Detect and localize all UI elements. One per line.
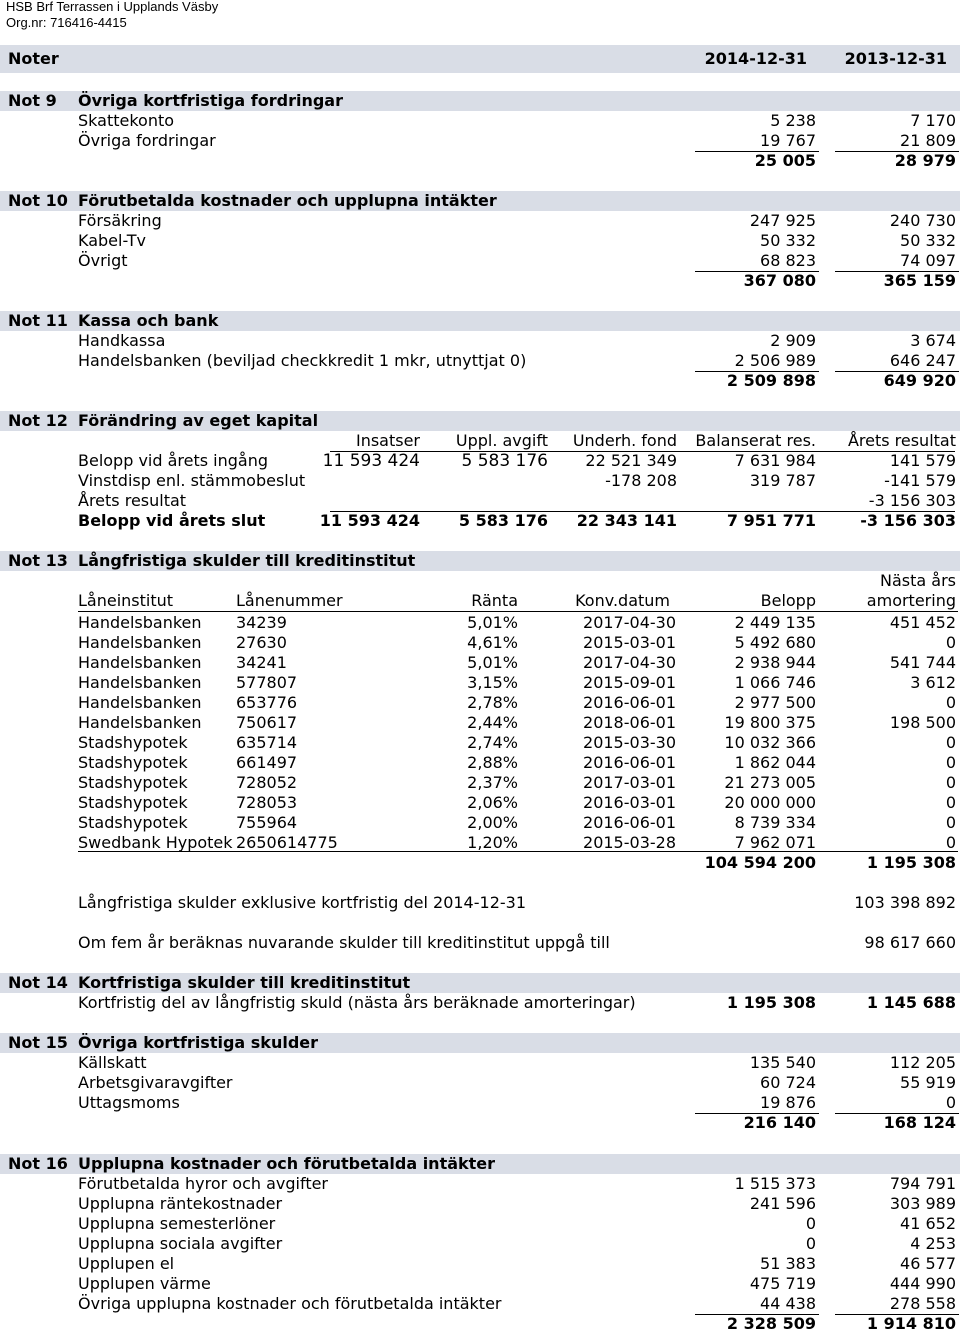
- loan-conversion-date: 2016-06-01: [583, 753, 676, 772]
- loan-rate: 4,61%: [467, 633, 518, 652]
- table-cell: -178 208: [605, 471, 677, 490]
- table-cell-2014: 5 238: [770, 111, 816, 130]
- loan-rate: 5,01%: [467, 653, 518, 672]
- loan-lender: Stadshypotek: [78, 793, 188, 812]
- note-14-title: Kortfristiga skulder till kreditinstitut: [78, 973, 411, 992]
- loan-amortization: 0: [945, 793, 956, 812]
- table-cell-2014: 241 596: [749, 1194, 816, 1213]
- loan-amount: 5 492 680: [734, 633, 816, 652]
- table-cell: 7 951 771: [726, 511, 816, 530]
- loan-lender: Stadshypotek: [78, 773, 188, 792]
- loan-lender: Stadshypotek: [78, 813, 188, 832]
- loan-number: 34239: [236, 613, 287, 632]
- loan-number: 577807: [236, 673, 298, 692]
- loan-lender: Handelsbanken: [78, 693, 202, 712]
- loan-amortization: 0: [945, 753, 956, 772]
- table-cell: 11 593 424: [319, 511, 420, 530]
- loan-rate: 3,15%: [467, 673, 518, 692]
- table-row-label: Skattekonto: [78, 111, 175, 130]
- loan-conversion-date: 2017-04-30: [583, 613, 676, 632]
- total-amortization: 1 195 308: [866, 853, 956, 872]
- loan-lender: Handelsbanken: [78, 613, 202, 632]
- column-year-2013: 2013-12-31: [844, 49, 947, 68]
- note-16-label: Not 16: [8, 1154, 68, 1173]
- total-2014: 216 140: [743, 1113, 816, 1132]
- total-2013: 365 159: [883, 271, 956, 290]
- table-cell-2014: 50 332: [760, 231, 816, 250]
- table-row-label: Upplupen värme: [78, 1274, 211, 1293]
- loan-rate: 2,78%: [467, 693, 518, 712]
- loan-rate: 2,00%: [467, 813, 518, 832]
- note-9-label: Not 9: [8, 91, 57, 110]
- note-15-label: Not 15: [8, 1033, 68, 1052]
- loan-rate: 2,06%: [467, 793, 518, 812]
- note-12-title: Förändring av eget kapital: [78, 411, 319, 430]
- table-cell: -3 156 303: [860, 511, 956, 530]
- loan-amount: 2 449 135: [734, 613, 816, 632]
- total-2013: 1 914 810: [866, 1314, 956, 1333]
- loan-conversion-date: 2016-06-01: [583, 693, 676, 712]
- loan-rate: 2,37%: [467, 773, 518, 792]
- excl-short-term-value: 103 398 892: [854, 893, 956, 912]
- loan-lender: Handelsbanken: [78, 633, 202, 652]
- table-cell-2014: 19 767: [760, 131, 816, 150]
- note-11-title: Kassa och bank: [78, 311, 219, 330]
- table-row-label: Förutbetalda hyror och avgifter: [78, 1174, 329, 1193]
- loan-amortization: 0: [945, 813, 956, 832]
- table-cell: 22 521 349: [585, 451, 677, 470]
- total-2013: 168 124: [883, 1113, 956, 1132]
- column-header-amount: Belopp: [760, 591, 816, 610]
- loan-conversion-date: 2015-03-28: [583, 833, 676, 852]
- column-header-lender: Låneinstitut: [78, 591, 174, 610]
- table-cell-2014: 51 383: [760, 1254, 816, 1273]
- loan-number: 661497: [236, 753, 298, 772]
- table-cell-2013: 0: [945, 1093, 956, 1112]
- table-cell-2013: 240 730: [889, 211, 956, 230]
- note-15-title: Övriga kortfristiga skulder: [78, 1033, 319, 1052]
- loan-amortization: 0: [945, 733, 956, 752]
- note-13-label: Not 13: [8, 551, 68, 570]
- table-cell-2013: 303 989: [889, 1194, 956, 1213]
- loan-amortization: 541 744: [889, 653, 956, 672]
- table-row-label: Vinstdisp enl. stämmobeslut: [78, 471, 306, 490]
- total-2014: 25 005: [754, 151, 816, 170]
- table-cell: 22 343 141: [576, 511, 677, 530]
- column-header-loan-number: Lånenummer: [236, 591, 343, 610]
- table-cell-2013: 1 145 688: [866, 993, 956, 1012]
- loan-number: 653776: [236, 693, 298, 712]
- sum-line: [78, 851, 958, 852]
- table-cell-2014: 475 719: [749, 1274, 816, 1293]
- loan-lender: Handelsbanken: [78, 673, 202, 692]
- loan-rate: 2,44%: [467, 713, 518, 732]
- column-year-2014: 2014-12-31: [704, 49, 807, 68]
- table-row-label: Handelsbanken (beviljad checkkredit 1 mkr, utnyttjat 0): [78, 351, 527, 370]
- loan-number: 27630: [236, 633, 287, 652]
- table-cell-2013: 278 558: [889, 1294, 956, 1313]
- table-cell-2013: 74 097: [900, 251, 956, 270]
- loan-conversion-date: 2017-04-30: [583, 653, 676, 672]
- table-row-label: Försäkring: [78, 211, 162, 230]
- column-header: Uppl. avgift: [455, 431, 548, 450]
- table-cell: -3 156 303: [868, 491, 956, 510]
- table-cell-2014: 68 823: [760, 251, 816, 270]
- total-2013: 649 920: [883, 371, 956, 390]
- loan-lender: Stadshypotek: [78, 753, 188, 772]
- table-cell: 11 593 424: [322, 451, 420, 471]
- table-row-label: Kortfristig del av långfristig skuld (nästa års beräknade amorteringar): [78, 993, 636, 1012]
- note-16-title: Upplupna kostnader och förutbetalda intäkter: [78, 1154, 496, 1173]
- loan-amount: 2 977 500: [734, 693, 816, 712]
- table-cell-2013: 41 652: [900, 1214, 956, 1233]
- table-cell-2013: 646 247: [889, 351, 956, 370]
- loan-conversion-date: 2018-06-01: [583, 713, 676, 732]
- table-row-label: Belopp vid årets ingång: [78, 451, 269, 470]
- table-cell-2014: 2 909: [770, 331, 816, 350]
- loan-rate: 1,20%: [467, 833, 518, 852]
- loan-amortization: 0: [945, 833, 956, 852]
- loan-amortization: 451 452: [889, 613, 956, 632]
- table-cell-2014: 135 540: [749, 1053, 816, 1072]
- loan-amortization: 3 612: [910, 673, 956, 692]
- table-cell: 319 787: [749, 471, 816, 490]
- loan-lender: Stadshypotek: [78, 733, 188, 752]
- column-header-conversion-date: Konv.datum: [575, 591, 670, 610]
- loan-rate: 2,74%: [467, 733, 518, 752]
- note-14-label: Not 14: [8, 973, 68, 992]
- table-cell-2013: 444 990: [889, 1274, 956, 1293]
- header-underline: [78, 611, 958, 612]
- table-cell-2014: 1 515 373: [734, 1174, 816, 1193]
- note-13-title: Långfristiga skulder till kreditinstitut: [78, 551, 416, 570]
- table-row-label: Upplupna räntekostnader: [78, 1194, 283, 1213]
- table-cell-2013: 3 674: [910, 331, 956, 350]
- loan-amount: 10 032 366: [724, 733, 816, 752]
- table-cell-2014: 247 925: [749, 211, 816, 230]
- loan-lender: Handelsbanken: [78, 713, 202, 732]
- column-header: Insatser: [355, 431, 420, 450]
- table-row-label: Upplupna sociala avgifter: [78, 1234, 283, 1253]
- note-11-label: Not 11: [8, 311, 68, 330]
- loan-number: 728053: [236, 793, 298, 812]
- table-row-label: Arbetsgivaravgifter: [78, 1073, 233, 1092]
- table-cell-2013: 794 791: [889, 1174, 956, 1193]
- table-cell-2014: 60 724: [760, 1073, 816, 1092]
- loan-amount: 21 273 005: [724, 773, 816, 792]
- five-years-value: 98 617 660: [864, 933, 956, 952]
- column-header-amort-line1: Nästa års: [880, 571, 956, 590]
- column-header: Underh. fond: [572, 431, 677, 450]
- loan-amount: 19 800 375: [724, 713, 816, 732]
- table-cell-2014: 19 876: [760, 1093, 816, 1112]
- table-cell: 7 631 984: [734, 451, 816, 470]
- table-row-label: Årets resultat: [78, 491, 187, 510]
- table-cell-2013: 112 205: [889, 1053, 956, 1072]
- loan-conversion-date: 2015-03-01: [583, 633, 676, 652]
- note-9-title: Övriga kortfristiga fordringar: [78, 91, 343, 110]
- association-name: HSB Brf Terrassen i Upplands Väsby: [6, 0, 219, 14]
- note-10-title: Förutbetalda kostnader och upplupna intäkter: [78, 191, 497, 210]
- table-cell-2013: 46 577: [900, 1254, 956, 1273]
- loan-number: 750617: [236, 713, 298, 732]
- table-cell: 141 579: [889, 451, 956, 470]
- organization-number: Org.nr: 716416-4415: [6, 15, 127, 30]
- loan-amount: 8 739 334: [734, 813, 816, 832]
- loan-amortization: 0: [945, 633, 956, 652]
- loan-lender: Swedbank Hypotek: [78, 833, 233, 852]
- table-cell: -141 579: [884, 471, 956, 490]
- loan-conversion-date: 2016-03-01: [583, 793, 676, 812]
- table-row-label: Uttagsmoms: [78, 1093, 180, 1112]
- loan-lender: Handelsbanken: [78, 653, 202, 672]
- table-row-label: Upplupen el: [78, 1254, 175, 1273]
- loan-amount: 1 066 746: [734, 673, 816, 692]
- column-header-band: [0, 45, 960, 73]
- column-header-amort-line2: amortering: [866, 591, 956, 610]
- loan-amount: 20 000 000: [724, 793, 816, 812]
- table-cell-2014: 0: [805, 1234, 816, 1253]
- table-cell: 5 583 176: [458, 511, 548, 530]
- column-header-rate: Ränta: [471, 591, 518, 610]
- table-row-label: Upplupna semesterlöner: [78, 1214, 276, 1233]
- loan-number: 34241: [236, 653, 287, 672]
- loan-amortization: 0: [945, 693, 956, 712]
- loan-amount: 2 938 944: [734, 653, 816, 672]
- table-cell-2013: 21 809: [900, 131, 956, 150]
- total-2013: 28 979: [894, 151, 956, 170]
- total-loan-amount: 104 594 200: [704, 853, 816, 872]
- table-cell-2013: 55 919: [900, 1073, 956, 1092]
- section-title-noter: Noter: [8, 49, 59, 68]
- table-row-label: Övriga fordringar: [78, 131, 216, 150]
- note-12-label: Not 12: [8, 411, 68, 430]
- table-cell-2013: 4 253: [910, 1234, 956, 1253]
- loan-amortization: 0: [945, 773, 956, 792]
- loan-amortization: 198 500: [889, 713, 956, 732]
- table-cell-2014: 1 195 308: [726, 993, 816, 1012]
- table-cell: 5 583 176: [461, 451, 548, 471]
- table-cell-2013: 50 332: [900, 231, 956, 250]
- loan-conversion-date: 2015-03-30: [583, 733, 676, 752]
- loan-number: 2650614775: [236, 833, 338, 852]
- table-cell-2013: 7 170: [910, 111, 956, 130]
- loan-amount: 1 862 044: [734, 753, 816, 772]
- loan-conversion-date: 2017-03-01: [583, 773, 676, 792]
- note-10-label: Not 10: [8, 191, 68, 210]
- total-2014: 2 509 898: [726, 371, 816, 390]
- loan-rate: 5,01%: [467, 613, 518, 632]
- table-cell-2014: 0: [805, 1214, 816, 1233]
- loan-amount: 7 962 071: [734, 833, 816, 852]
- loan-rate: 2,88%: [467, 753, 518, 772]
- five-years-label: Om fem år beräknas nuvarande skulder till kreditinstitut uppgå till: [78, 933, 610, 952]
- total-2014: 2 328 509: [726, 1314, 816, 1333]
- table-row-label: Övriga upplupna kostnader och förutbetalda intäkter: [78, 1294, 502, 1313]
- table-cell-2014: 44 438: [760, 1294, 816, 1313]
- loan-number: 755964: [236, 813, 298, 832]
- column-header: Årets resultat: [847, 431, 956, 450]
- loan-number: 635714: [236, 733, 298, 752]
- loan-conversion-date: 2015-09-01: [583, 673, 676, 692]
- table-cell-2014: 2 506 989: [734, 351, 816, 370]
- table-row-label: Kabel-Tv: [78, 231, 147, 250]
- loan-conversion-date: 2016-06-01: [583, 813, 676, 832]
- table-row-label: Källskatt: [78, 1053, 147, 1072]
- column-header: Balanserat res.: [695, 431, 816, 450]
- loan-number: 728052: [236, 773, 298, 792]
- table-row-label: Handkassa: [78, 331, 166, 350]
- total-2014: 367 080: [743, 271, 816, 290]
- table-row-label: Belopp vid årets slut: [78, 511, 266, 530]
- excl-short-term-label: Långfristiga skulder exklusive kortfristig del 2014-12-31: [78, 893, 526, 912]
- table-row-label: Övrigt: [78, 251, 128, 270]
